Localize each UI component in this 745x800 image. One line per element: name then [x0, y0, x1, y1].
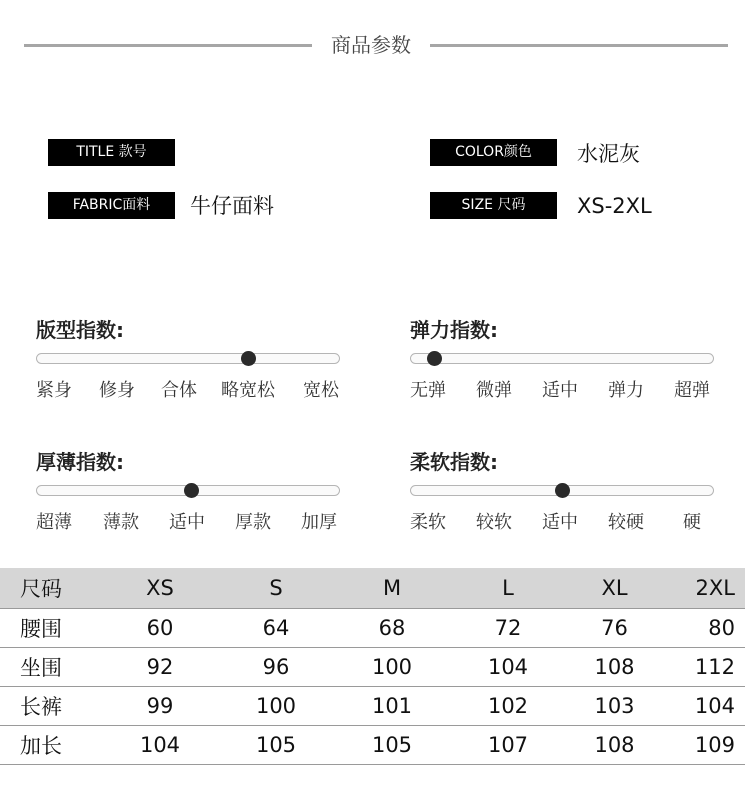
size-label: SIZE 尺码	[430, 192, 557, 219]
column-header: XS	[102, 568, 218, 608]
slider-title: 厚薄指数:	[36, 450, 124, 474]
slider-title: 弹力指数:	[410, 318, 498, 342]
slider-label: 柔软	[410, 512, 446, 533]
table-cell: 109	[663, 725, 745, 764]
slider-track	[410, 353, 714, 364]
column-header: S	[218, 568, 334, 608]
table-cell: 107	[450, 725, 566, 764]
slider-label: 合体	[161, 380, 197, 401]
table-cell: 72	[450, 608, 566, 647]
table-cell: 80	[663, 608, 745, 647]
table-cell: 104	[663, 686, 745, 725]
slider-track	[36, 353, 340, 364]
table-cell: 105	[334, 725, 450, 764]
table-cell: 103	[566, 686, 663, 725]
row-header: 长裤	[0, 686, 102, 725]
slider-label: 超弹	[674, 380, 710, 401]
row-header: 腰围	[0, 608, 102, 647]
slider-label: 紧身	[36, 380, 72, 401]
slider-label: 修身	[99, 380, 135, 401]
slider-label: 弹力	[608, 380, 644, 401]
slider-label: 宽松	[303, 380, 339, 401]
slider-label: 适中	[542, 380, 578, 401]
table-cell: 102	[450, 686, 566, 725]
slider-label: 加厚	[301, 512, 337, 533]
table-cell: 60	[102, 608, 218, 647]
slider-title: 版型指数:	[36, 318, 124, 342]
title-label: TITLE 款号	[48, 139, 175, 166]
table-cell: 104	[450, 647, 566, 686]
table-cell: 76	[566, 608, 663, 647]
slider-knob	[241, 351, 256, 366]
slider-label: 略宽松	[221, 380, 275, 401]
table-cell: 101	[334, 686, 450, 725]
table-cell: 68	[334, 608, 450, 647]
slider-label: 微弹	[476, 380, 512, 401]
fabric-label: FABRIC面料	[48, 192, 175, 219]
column-header: XL	[566, 568, 663, 608]
size-chart-table	[0, 568, 745, 765]
slider-label: 硬	[683, 512, 701, 533]
table-cell: 108	[566, 725, 663, 764]
table-cell: 105	[218, 725, 334, 764]
table-row	[0, 725, 745, 764]
slider-label: 较硬	[608, 512, 644, 533]
slider-label: 超薄	[36, 512, 72, 533]
slider-label: 厚款	[235, 512, 271, 533]
column-header: 2XL	[663, 568, 745, 608]
table-row	[0, 608, 745, 647]
color-value: 水泥灰	[577, 142, 640, 166]
slider-label: 适中	[542, 512, 578, 533]
row-header: 加长	[0, 725, 102, 764]
slider-knob	[427, 351, 442, 366]
slider-knob	[184, 483, 199, 498]
column-header: 尺码	[0, 568, 102, 608]
slider-title: 柔软指数:	[410, 450, 498, 474]
table-cell: 96	[218, 647, 334, 686]
slider-knob	[555, 483, 570, 498]
table-cell: 108	[566, 647, 663, 686]
slider-label: 薄款	[103, 512, 139, 533]
slider-label: 无弹	[410, 380, 446, 401]
table-cell: 100	[334, 647, 450, 686]
table-cell: 92	[102, 647, 218, 686]
column-header: L	[450, 568, 566, 608]
table-cell: 100	[218, 686, 334, 725]
slider-label: 适中	[169, 512, 205, 533]
table-cell: 104	[102, 725, 218, 764]
section-title: 商品参数	[331, 33, 411, 57]
table-cell: 112	[663, 647, 745, 686]
header-divider-left	[24, 44, 312, 47]
fabric-value: 牛仔面料	[190, 194, 274, 218]
table-row	[0, 686, 745, 725]
header-divider-right	[430, 44, 728, 47]
table-cell: 64	[218, 608, 334, 647]
column-header: M	[334, 568, 450, 608]
table-header-row	[0, 568, 745, 608]
slider-label: 较软	[476, 512, 512, 533]
row-header: 坐围	[0, 647, 102, 686]
table-row	[0, 647, 745, 686]
color-label: COLOR颜色	[430, 139, 557, 166]
size-value: XS-2XL	[577, 194, 652, 218]
table-cell: 99	[102, 686, 218, 725]
